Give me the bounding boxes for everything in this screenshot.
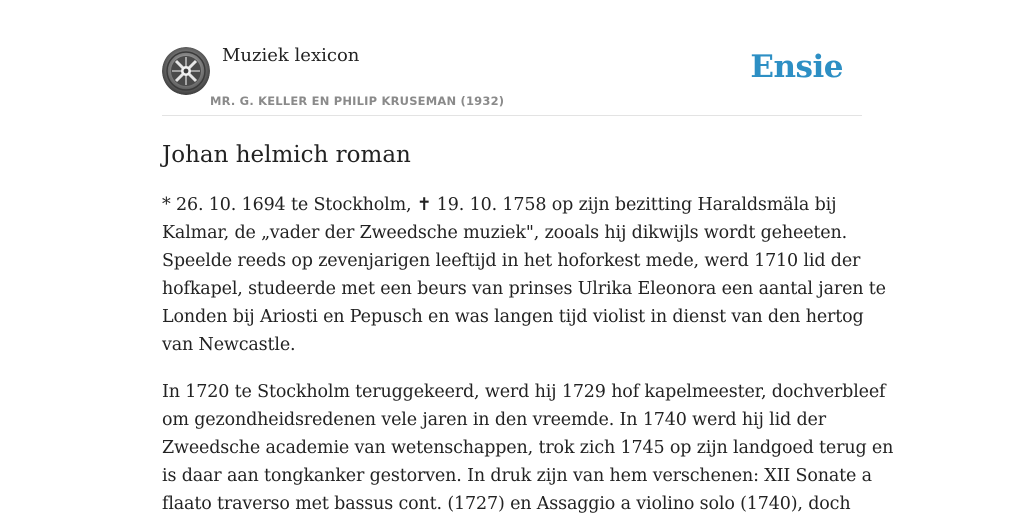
- article-paragraph-2: [162, 378, 894, 518]
- paragraph-line: van Newcastle.: [162, 335, 296, 355]
- article-title: Johan helmich roman: [162, 142, 411, 168]
- paragraph-line: hofkapel, studeerde met een beurs van prinses Ulrika Eleonora een aantal jaren te: [162, 279, 886, 299]
- paragraph-line: is daar aan tongkanker gestorven. In druk zijn van hem verschenen: XII Sonate a: [162, 466, 872, 486]
- book-header: [162, 0, 862, 116]
- paragraph-line: flaato traverso met bassus cont. (1727) en Assaggio a violino solo (1740), doch: [162, 494, 851, 514]
- article-paragraph-1: [162, 191, 886, 359]
- ensie-logo[interactable]: Ensie: [750, 49, 843, 85]
- paragraph-line: Kalmar, de „vader der Zweedsche muziek", zooals hij dikwijls wordt geheeten.: [162, 223, 848, 243]
- paragraph-line: Londen bij Ariosti en Pepusch en was langen tijd violist in dienst van den hertog: [162, 307, 864, 327]
- book-cover-medallion[interactable]: [162, 47, 210, 95]
- engraved-portrait-medallion-icon: [162, 47, 210, 95]
- paragraph-line: om gezondheidsredenen vele jaren in den vreemde. In 1740 werd hij lid der: [162, 410, 826, 430]
- paragraph-line: Speelde reeds op zevenjarigen leeftijd in het hoforkest mede, werd 1710 lid der: [162, 251, 861, 271]
- book-author: MR. G. KELLER EN PHILIP KRUSEMAN (1932): [210, 94, 505, 108]
- paragraph-line: Zweedsche academie van wetenschappen, trok zich 1745 op zijn landgoed terug en: [162, 438, 894, 458]
- book-title[interactable]: Muziek lexicon: [222, 45, 360, 66]
- paragraph-line: * 26. 10. 1694 te Stockholm, ✝ 19. 10. 1758 op zijn bezitting Haraldsmäla bij: [162, 195, 837, 215]
- article-page: [162, 0, 894, 518]
- paragraph-line: In 1720 te Stockholm teruggekeerd, werd hij 1729 hof kapelmeester, dochverbleef: [162, 382, 886, 402]
